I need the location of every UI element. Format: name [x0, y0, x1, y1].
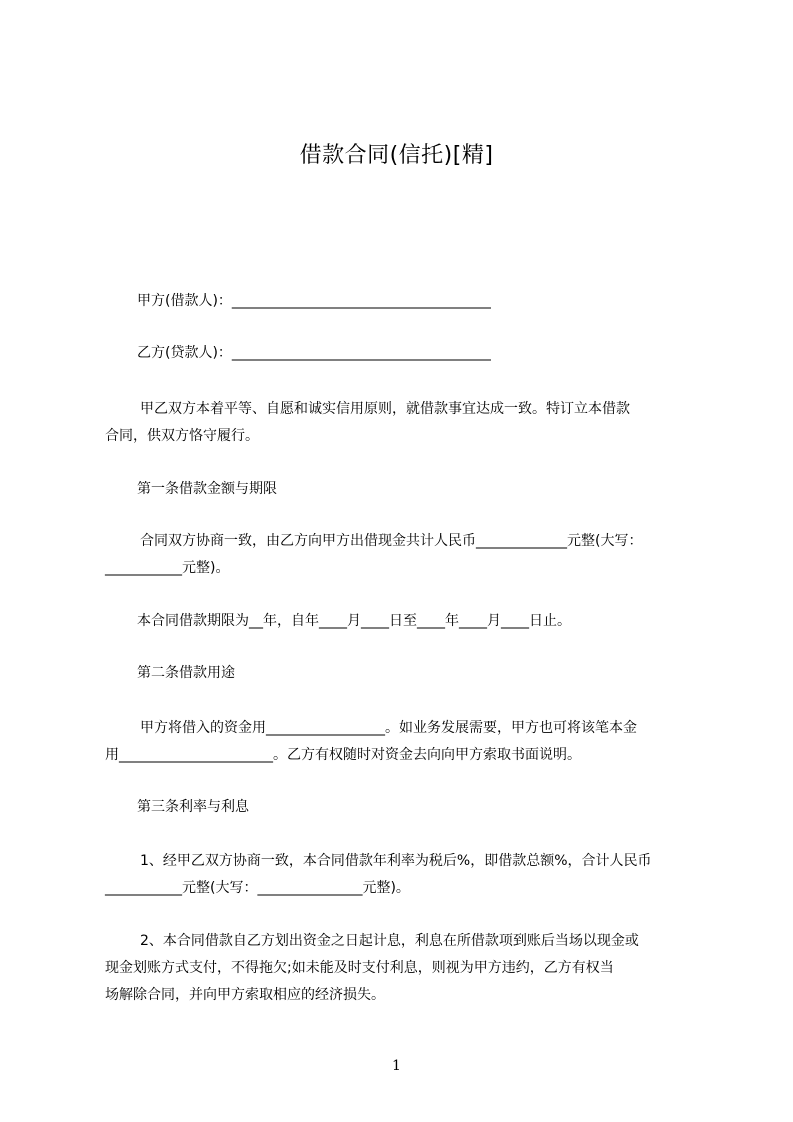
- article-1-heading: 第一条借款金额与期限: [137, 481, 277, 497]
- article-2-heading: 第二条借款用途: [137, 665, 235, 681]
- article-1-para-1-line-1: 合同双方协商一致，由乙方向甲方出借现金共计人民币_____________元整(大写：: [140, 533, 643, 549]
- article-3-item-1-line-1: 1、经甲乙双方协商一致，本合同借款年利率为税后%，即借款总额%，合计人民币: [140, 853, 652, 869]
- document-title: 借款合同(信托)[精]: [299, 143, 494, 168]
- article-1-para-1-line-2: ___________元整)。: [105, 560, 230, 576]
- article-3-heading: 第三条利率与利息: [137, 799, 249, 815]
- article-3-item-2-line-2: 现金划账方式支付，不得拖欠;如未能及时支付利息，则视为甲方违约，乙方有权当: [105, 960, 614, 976]
- preamble-line-1: 甲乙双方本着平等、自愿和诚实信用原则，就借款事宜达成一致。特订立本借款: [140, 401, 630, 417]
- article-1-para-2: 本合同借款期限为__年，自年____月____日至____年____月____日止。: [137, 613, 571, 629]
- preamble-line-2: 合同，供双方恪守履行。: [105, 428, 259, 444]
- party-a-line: 甲方(借款人)：_____________________________________: [137, 293, 491, 309]
- article-2-para-1-line-1: 甲方将借入的资金用_________________。如业务发展需要，甲方也可将该笔本金: [140, 720, 637, 736]
- article-3-item-1-line-2: ___________元整(大写：_______________元整)。: [105, 880, 410, 896]
- article-3-item-2-line-3: 场解除合同，并向甲方索取相应的经济损失。: [105, 987, 385, 1003]
- article-3-item-2-line-1: 2、本合同借款自乙方划出资金之日起计息，利息在所借款项到账后当场以现金或: [140, 933, 639, 949]
- page-number: 1: [392, 1058, 401, 1074]
- party-b-line: 乙方(贷款人)：_____________________________________: [137, 345, 491, 361]
- article-2-para-1-line-2: 用______________________。乙方有权随时对资金去向向甲方索取书面说明。: [105, 747, 581, 763]
